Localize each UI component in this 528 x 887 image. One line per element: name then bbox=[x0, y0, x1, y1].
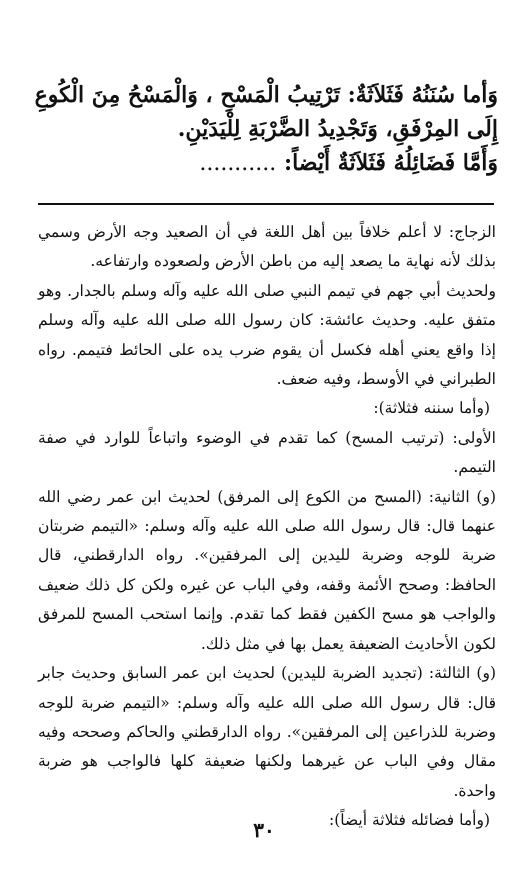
matn-line-2: إِلَى المِرْفَقِ، وَتَجْدِيدُ الضَّرْبَةِ لِلْيَدَيْنِ. bbox=[177, 116, 498, 142]
commentary-text bbox=[38, 218, 496, 836]
commentary-paragraph-1: الزجاج: لا أعلم خلافاً بين أهل اللغة في أن الصعيد وجه الأرض وسمي بذلك لأنه نهاية ما يصعد إليه من باطن الأرض ولصعوده وارتفاعه. bbox=[38, 223, 496, 271]
separator-rule bbox=[38, 203, 494, 205]
matn-text bbox=[34, 78, 498, 181]
commentary-paragraph-2: ولحديث أبي جهم في تيمم النبي صلى الله عليه وآله وسلم بالجدار. وهو متفق عليه. وحديث عائشة: كان رسول الله صلى الله عليه وآله وسلم إذا واقع يعني أهله فكسل أن يقوم ضرب يده على الحائط فتيمم. رواه الطبراني في الأوسط، وفيه ضعف. bbox=[38, 281, 496, 389]
matn-line-1: وَأما سُنَنُهُ فَثَلاَثَةٌ: تَرْتِيبُ الْمَسْحِ ، وَالْمَسْحُ مِنَ الْكُوعِ bbox=[34, 82, 498, 108]
page-number: ٣٠ bbox=[253, 818, 275, 842]
commentary-heading-sunan: (وأما سننه فثلاثة): bbox=[373, 399, 490, 418]
matn-line-3 bbox=[38, 146, 498, 181]
dotted-leader: ........... bbox=[199, 151, 277, 176]
commentary-heading-fadail: (وأما فضائله فثلاثة أيضاً): bbox=[329, 811, 490, 830]
commentary-paragraph-3: الأولى: (ترتيب المسح) كما تقدم في الوضوء واتباعاً للوارد في صفة التيمم. bbox=[38, 428, 496, 477]
commentary-paragraph-4: (و) الثانية: (المسح من الكوع إلى المرفق) لحديث ابن عمر رضي الله عنهما قال: قال رسول الله صلى الله عليه وآله وسلم: «التيمم ضربتان ضربة للوجه وضربة لليدين إلى المرفقين». رواه الدارقطني، قال الحافظ: وصحح الأئمة وقفه، وفي الباب عن غيره ولكن كل ذلك ضعيف والواجب هو مسح الكفين فقط كما تقدم. وإنما استحب المسح للمرفق لكون الأحاديث الضعيفة يعمل بها في مثل ذلك. bbox=[38, 487, 496, 653]
matn-line-3-text: وَأَمَّا فَضَائِلُهُ فَثَلاَثَةٌ أَيْضاً: bbox=[283, 150, 498, 176]
commentary-paragraph-5: (و) الثالثة: (تجديد الضربة لليدين) لحديث ابن عمر السابق وحديث جابر قال: قال رسول الله صلى الله عليه وآله وسلم: «التيمم ضربة للوجه وضربة للذراعين إلى المرفقين». رواه الدارقطني والحاكم وصححه وفيه مقال وفي الباب عن غيرهما ولكنها ضعيفة كلها فالواجب هو ضربة واحدة. bbox=[38, 664, 496, 800]
